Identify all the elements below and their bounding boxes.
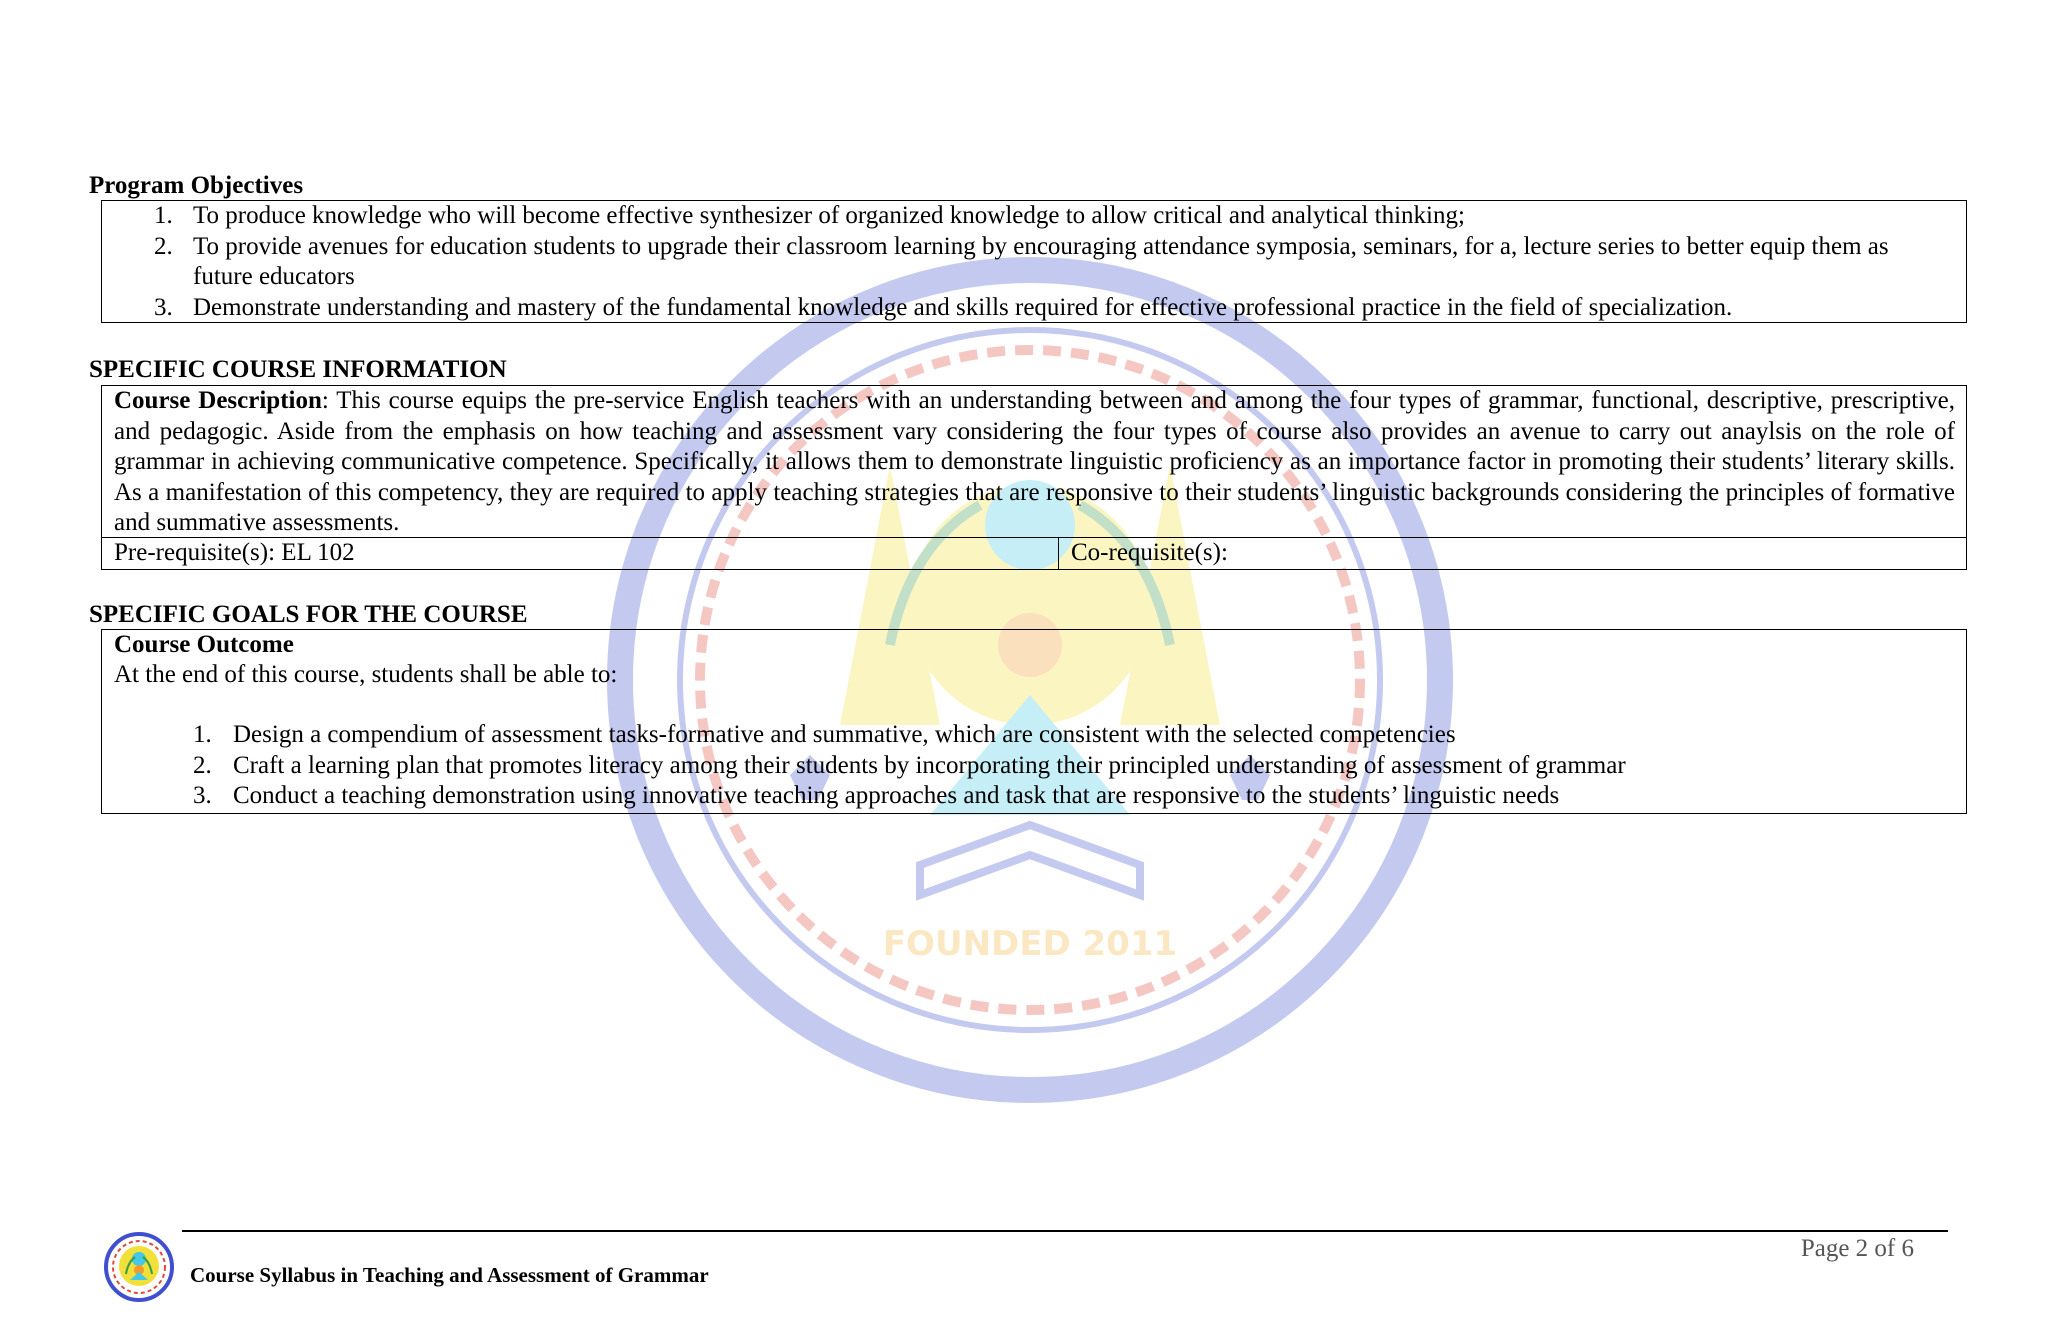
list-number: 3.: [193, 782, 212, 809]
university-logo-icon: [104, 1232, 174, 1302]
course-goals-box: [101, 629, 1967, 814]
list-item: [102, 293, 1966, 324]
list-text: Demonstrate understanding and mastery of the fundamental knowledge and skills required for effective professional practice in the field of specialization.: [193, 293, 1733, 321]
course-description: [102, 386, 1966, 537]
course-goals-heading: SPECIFIC GOALS FOR THE COURSE: [89, 601, 528, 628]
list-text: To produce knowledge who will become effective synthesizer of organized knowledge to allow critical and analytical thinking;: [193, 202, 1465, 229]
list-text: To provide avenues for education students to upgrade their classroom learning by encouraging attendance symposia, seminars, for a, lecture series to better equip them as future educators: [193, 232, 1889, 290]
list-number: 2.: [193, 751, 212, 779]
program-objectives-heading: Program Objectives: [89, 172, 304, 199]
page-number: Page 2 of 6: [1800, 1235, 1914, 1262]
list-number: 2.: [154, 232, 173, 260]
footer-divider: [182, 1230, 1948, 1232]
list-item: [102, 751, 1966, 782]
course-info-heading: SPECIFIC COURSE INFORMATION: [89, 356, 507, 383]
course-outcome-intro: At the end of this course, students shall be able to:: [114, 661, 618, 688]
program-objectives-list: [102, 201, 1966, 323]
list-text: Conduct a teaching demonstration using innovative teaching approaches and task that are responsive to the students’ linguistic needs: [233, 782, 1560, 809]
list-number: 1.: [154, 202, 173, 229]
list-number: 3.: [154, 293, 173, 321]
course-description-label: Course Description: [114, 387, 322, 414]
founded-text: FOUNDED 2011: [882, 924, 1178, 964]
course-info-box: [101, 385, 1967, 570]
footer-course-title: Course Syllabus in Teaching and Assessment of Grammar: [190, 1263, 709, 1287]
course-outcome-list: [102, 720, 1966, 812]
corequisite-cell: Co-requisite(s):: [1071, 539, 1228, 566]
course-description-text: : This course equips the pre-service English teachers with an understanding between and among the four types of grammar, functional, descriptive, prescriptive, and pedagogic. Aside from the emphasis on how teaching and assessment vary considering the four types of course also provides an avenue to carry out anaylsis on the role of grammar in achieving communicative competence. Specifically, it allows them to demonstrate linguistic proficiency as an importance factor in promoting their students’ literary skills. As a manifestation of this competency, they are required to apply teaching strategies that are responsive to their students’ linguistic backgrounds considering the principles of formative and summative assessments.: [114, 387, 1955, 536]
list-text: Design a compendium of assessment tasks-formative and summative, which are consistent with the selected competencies: [233, 721, 1456, 748]
program-objectives-box: [101, 200, 1967, 323]
list-item: [102, 720, 1966, 751]
list-item: [102, 781, 1966, 812]
list-item: [102, 201, 1966, 232]
spacer: [102, 690, 1966, 720]
list-text: Craft a learning plan that promotes literacy among their students by incorporating their principled understanding of assessment of grammar: [233, 751, 1626, 779]
requisites-row: [102, 537, 1966, 569]
course-outcome-title: Course Outcome: [114, 631, 294, 658]
list-item: [102, 232, 1966, 293]
list-number: 1.: [193, 721, 212, 748]
prerequisite-cell: Pre-requisite(s): EL 102: [102, 538, 1059, 569]
